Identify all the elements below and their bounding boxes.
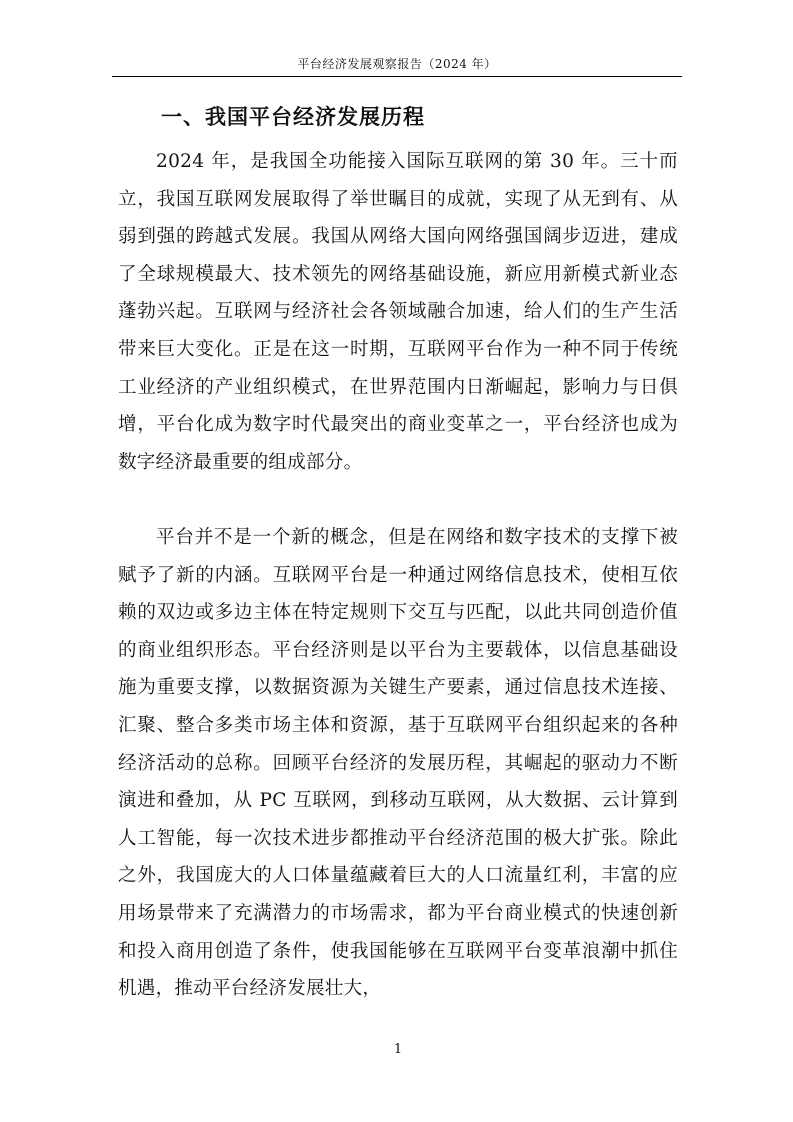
section-heading: 一、我国平台经济发展历程 (161, 105, 425, 129)
page-number: 1 (393, 1042, 403, 1057)
body-paragraph-1: 2024 年，是我国全功能接入国际互联网的第 30 年。三十而立，我国互联网发展取得了举世瞩目的成就，实现了从无到有、从弱到强的跨越式发展。我国从网络大国向网络强国阔步迈进，建成了全球规模最大、技术领先的网络基础设施，新应用新模式新业态蓬勃兴起。互联网与经济社会各领域融合加速，给人们的生产生活带来巨大变化。正是在这一时期，互联网平台作为一种不同于传统工业经济的产业组织模式，在世界范围内日渐崛起，影响力与日俱增，平台化成为数字时代最突出的商业变革之一，平台经济也成为数字经济最重要的组成部分。 (118, 151, 678, 473)
body-paragraph-2: 平台并不是一个新的概念，但是在网络和数字技术的支撑下被赋予了新的内涵。互联网平台是一种通过网络信息技术，使相互依赖的双边或多边主体在特定规则下交互与匹配，以此共同创造价值的商业组织形态。平台经济则是以平台为主要载体，以信息基础设施为重要支撑，以数据资源为关键生产要素，通过信息技术连接、汇聚、整合多类市场主体和资源，基于互联网平台组织起来的各种经济活动的总称。回顾平台经济的发展历程，其崛起的驱动力不断演进和叠加，从 PC 互联网，到移动互联网，从大数据、云计算到人工智能，每一次技术进步都推动平台经济范围的极大扩张。除此之外，我国庞大的人口体量蕴藏着巨大的人口流量红利，丰富的应用场景带来了充满潜力的市场需求，都为平台商业模式的快速创新和投入商用创造了条件，使我国能够在互联网平台变革浪潮中抓住机遇，推动平台经济发展壮大， (118, 527, 678, 1000)
running-header: 平台经济发展观察报告（2024 年） (297, 57, 497, 71)
header-divider (112, 76, 682, 77)
